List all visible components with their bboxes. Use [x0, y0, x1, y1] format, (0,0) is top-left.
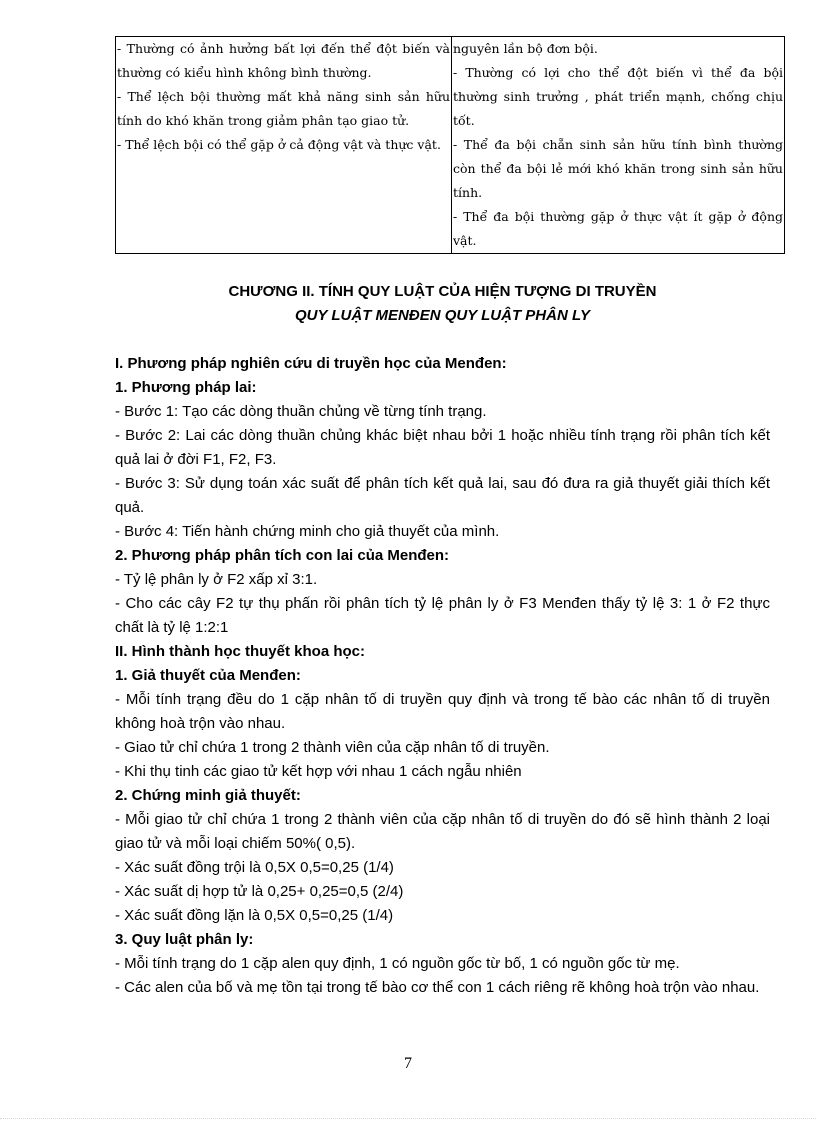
- section-heading: II. Hình thành học thuyết khoa học:: [115, 643, 365, 660]
- table-cell-left: [116, 37, 452, 254]
- section-heading: 2. Chứng minh giả thuyết:: [115, 787, 301, 804]
- paragraph: - Mỗi tính trạng do 1 cặp alen quy định, 1 có nguồn gốc từ bố, 1 có nguồn gốc từ mẹ.: [115, 955, 680, 972]
- paragraph: - Xác suất đồng trội là 0,5X 0,5=0,25 (1/4): [115, 859, 394, 876]
- chapter-title: CHƯƠNG II. TÍNH QUY LUẬT CỦA HIỆN TƯỢNG DI TRUYỀN: [228, 283, 657, 300]
- paragraph: - Xác suất đồng lặn là 0,5X 0,5=0,25 (1/4): [115, 907, 394, 924]
- paragraph: - Bước 2: Lai các dòng thuần chủng khác biệt nhau bởi 1 hoặc nhiều tính trạng rồi phân tích kết quả lai ở đời F1, F2, F3.: [115, 427, 770, 468]
- paragraph: - Khi thụ tinh các giao tử kết hợp với nhau 1 cách ngẫu nhiên: [115, 763, 522, 780]
- paragraph: - Bước 3: Sử dụng toán xác suất để phân tích kết quả lai, sau đó đưa ra giả thuyết giải thích kết quả.: [115, 475, 770, 516]
- table-line: - Thể lệch bội thường mất khả năng sinh sản hữu tính do khó khăn trong giảm phân tạo giao tử.: [117, 89, 450, 128]
- paragraph: - Xác suất dị hợp tử là 0,25+ 0,25=0,5 (2/4): [115, 883, 404, 900]
- paragraph: - Bước 4: Tiến hành chứng minh cho giả thuyết của mình.: [115, 523, 500, 540]
- chapter-subtitle: QUY LUẬT MENĐEN QUY LUẬT PHÂN LY: [294, 307, 590, 324]
- table-line: - Thường có lợi cho thể đột biến vì thể đa bội thường sinh trưởng , phát triển mạnh, chống chịu tốt.: [453, 65, 783, 128]
- section-heading: 1. Giả thuyết của Menđen:: [115, 667, 301, 684]
- paragraph: - Giao tử chỉ chứa 1 trong 2 thành viên của cặp nhân tố di truyền.: [115, 739, 550, 756]
- footer-divider: [0, 1118, 816, 1119]
- main-content: [115, 280, 770, 1000]
- paragraph: - Mỗi tính trạng đều do 1 cặp nhân tố di truyền quy định và trong tế bào các nhân tố di truyền không hoà trộn vào nhau.: [115, 691, 770, 732]
- paragraph: - Cho các cây F2 tự thụ phấn rồi phân tích tỷ lệ phân ly ở F3 Menđen thấy tỷ lệ 3: 1 ở F2 thực chất là tỷ lệ 1:2:1: [115, 595, 770, 636]
- table-line: - Thể đa bội thường gặp ở thực vật ít gặp ở động vật.: [453, 209, 783, 248]
- comparison-table: [115, 36, 785, 254]
- paragraph: - Mỗi giao tử chỉ chứa 1 trong 2 thành viên của cặp nhân tố di truyền do đó sẽ hình thành 2 loại giao tử và mỗi loại chiếm 50%( 0,5).: [115, 811, 770, 852]
- paragraph: - Bước 1: Tạo các dòng thuần chủng về từng tính trạng.: [115, 403, 487, 420]
- paragraph: - Tỷ lệ phân ly ở F2 xấp xỉ 3:1.: [115, 571, 318, 588]
- section-heading: 1. Phương pháp lai:: [115, 379, 257, 396]
- table-line: - Thể lệch bội có thể gặp ở cả động vật và thực vật.: [117, 137, 441, 152]
- section-heading: 3. Quy luật phân ly:: [115, 931, 254, 948]
- section-heading: I. Phương pháp nghiên cứu di truyền học của Menđen:: [115, 355, 507, 372]
- table-line: - Thường có ảnh hưởng bất lợi đến thể đột biến và thường có kiểu hình không bình thường.: [117, 41, 450, 80]
- table-row: [116, 37, 785, 254]
- section-heading: 2. Phương pháp phân tích con lai của Menđen:: [115, 547, 450, 564]
- table-line: nguyên lần bộ đơn bội.: [453, 41, 598, 56]
- table-cell-right: [452, 37, 785, 254]
- paragraph: - Các alen của bố và mẹ tồn tại trong tế bào cơ thể con 1 cách riêng rẽ không hoà trộn vào nhau.: [115, 979, 760, 996]
- table-line: - Thể đa bội chẵn sinh sản hữu tính bình thường còn thể đa bội lẻ mới khó khăn trong sinh sản hữu tính.: [453, 137, 783, 200]
- page-number: 7: [404, 1055, 412, 1072]
